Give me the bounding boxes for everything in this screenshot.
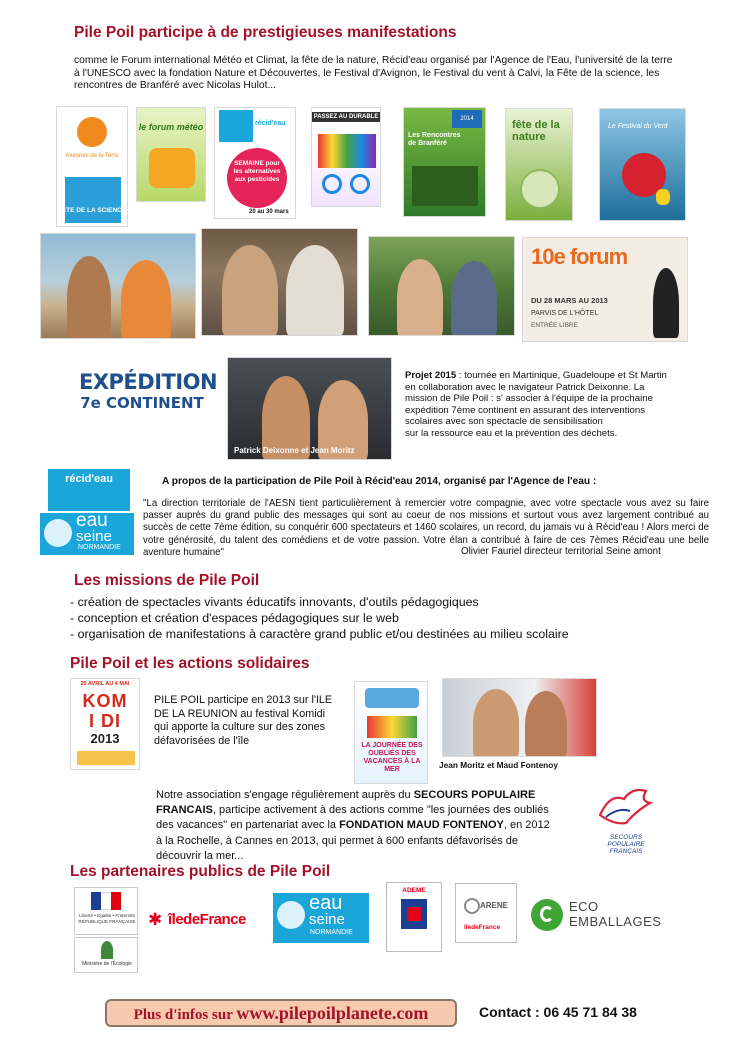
poster-text: LA JOURNÉE DES OUBLIÉS DES VACANCES À LA MER [361, 742, 423, 773]
logo-republique [74, 887, 138, 935]
poster-rencontres-branfere [403, 107, 486, 217]
poster-text: fête de la nature [512, 119, 560, 143]
poster-text: récid'eau [255, 120, 286, 127]
solidaire-paragraph [156, 788, 554, 864]
poster-image [412, 166, 478, 206]
recideau-logo-icon [219, 110, 253, 142]
logo-text: ADEME [402, 887, 426, 894]
mission-item: - conception et création d'espaces pédagogiques sur le web [70, 611, 399, 625]
poster-text: le forum météo [138, 122, 204, 132]
logo-ile-de-france [148, 910, 256, 932]
logo-text: îledeFrance [168, 911, 246, 928]
section-title-manifestations: Pile Poil participe à de prestigieuses manifestations [74, 24, 457, 41]
logo-eau-text: eau [309, 892, 343, 914]
project-line: scolaires avec son spectacle de sensibilisation [405, 416, 603, 428]
forum-banner-entry: ENTRÉE LIBRE [531, 322, 578, 329]
poster-text: PASSEZ AU DURABLE [313, 114, 379, 120]
poster-text: 25 AVRIL AU 4 MAI [80, 681, 130, 687]
logo-eau-seine-normandie [273, 893, 369, 943]
logo-text: EMBALLAGES [569, 914, 662, 929]
logo-seine-text: seine [309, 911, 345, 928]
poster-logo [365, 688, 419, 708]
logo-eco-emballages [531, 898, 671, 932]
spf-logo-text: SECOURS POPULAIRE FRANÇAIS [607, 834, 645, 855]
poster-text: Le Festival du Vent [608, 123, 668, 130]
project-line: sur la ressource eau et la prévention des déchets. [405, 427, 618, 439]
logo-normandie-text: NORMANDIE [310, 929, 353, 936]
logo-text: Liberté • Égalité • Fraternité RÉPUBLIQUE FRANÇAISE [78, 913, 136, 924]
project-line: : tournée en Martinique, Guadeloupe et St Martin [456, 370, 667, 381]
para-text: Notre association s'engage régulièrement auprès du [156, 789, 414, 801]
project-2015-text [405, 370, 705, 440]
flag-white [101, 892, 111, 910]
person-figure [67, 256, 111, 339]
komidi-word: I DI [88, 711, 121, 731]
contact-phone: Contact : 06 45 71 84 38 [479, 1004, 637, 1020]
para-bold: FONDATION MAUD FONTENOY [339, 819, 504, 832]
poster-festival-vent [599, 108, 686, 221]
poster-text: Les Rencontres de Branféré [408, 132, 461, 147]
photo-forum-meteo [522, 237, 688, 342]
forum-banner-place: PARVIS DE L'HÔTEL [531, 310, 599, 317]
logo-ademe [386, 882, 442, 952]
person-figure [286, 245, 344, 336]
expedition-logo-line1: EXPÉDITION [79, 370, 218, 394]
logo-normandie-text: NORMANDIE [78, 544, 121, 551]
recideau-logo [48, 469, 130, 511]
recideau-logo-text: récid'eau [65, 473, 113, 485]
photo-caption: Jean Moritz et Maud Fontenoy [439, 760, 558, 770]
poster-balloons [367, 716, 417, 738]
logo-text: ARENE [480, 901, 509, 910]
recideau-quote: "La direction territoriale de l'AESN tient particulièrement à remercier votre compagnie, avec votre spectacle vous avez su faire passer auprès du grand public des messages qui sont au coeur de nos missions et surtout vous avez largement contribué au succès de cette 7ème édition, su conquérir 600 spectateurs et 1460 scolaires, un record, du jamais vu à Récid'eau ! Alors merci de votre générosité, du talent des comédiens et de votre passion. Votre élan a contribué à faire de ces 7èmes Récid'eau une belle aventure humaine" [143, 498, 709, 558]
logo-seine-text: seine [76, 528, 112, 545]
section-title-solidaire: Pile Poil et les actions solidaires [70, 655, 310, 672]
eco-arrow-icon [540, 906, 554, 922]
komidi-text: PILE POIL participe en 2013 sur l'ILE DE LA REUNION au festival Komidi qui apporte la culture sur des zones défavorisées de l'île [154, 694, 333, 747]
project-line: expédition 7ème continent en assurant des interventions [405, 404, 645, 416]
logo-arene [455, 883, 517, 943]
para-text: , en 2012 à la Rochelle, à Cannes en 2013, qui permet à 600 enfants défavorisés de découvrir la mer... [156, 819, 550, 862]
photo-beach [40, 233, 196, 339]
tree-icon [101, 941, 113, 959]
forum-banner-dates: DU 28 MARS AU 2013 [531, 296, 608, 305]
para-text: , participe activement à des actions comme "les journées des oubliés des vacances" en partenariat avec la [156, 804, 549, 832]
penguin-figure [653, 268, 679, 338]
orange-figure-icon [77, 117, 107, 147]
poster-bubble [520, 169, 560, 209]
logo-text: Ministère de l'Écologie [82, 961, 132, 967]
photo-yann-arthus [201, 228, 358, 336]
poster-badge: 2014 [452, 110, 482, 128]
komidi-year: 2013 [90, 731, 120, 746]
forum-banner-number: 10e forum [531, 244, 628, 269]
poster-text: Alumnes de la Terre [65, 153, 119, 159]
photo-moritz-fontenoy [442, 678, 597, 757]
poster-blue-panel [65, 177, 121, 223]
mission-item: - création de spectacles vivants éducatifs innovants, d'outils pédagogiques [70, 595, 479, 609]
project-label: Projet 2015 [405, 370, 457, 381]
flag-blue [91, 892, 101, 910]
poster-text: FÊTE DE LA SCIENCE [57, 207, 127, 214]
mission-item: - organisation de manifestations à caractère grand public et/ou destinées au milieu scolaire [70, 627, 569, 641]
expedition-logo-line2: 7e CONTINENT [80, 394, 204, 412]
logo-ministere [74, 937, 138, 973]
photo-nicolas-hulot [368, 236, 515, 336]
manifestations-intro: comme le Forum international Météo et Climat, la fête de la nature, Récid'eau organisé par l'Agence de l'Eau, l'université de la terre à l'UNESCO avec la fondation Nature et Découvertes, le Festival d'Avignon, le Festival du vent à Calvi, la Fête de la science, les rencontres de Branféré avec Nicolas Hulot... [74, 55, 673, 92]
poster-passez-durable [311, 107, 381, 207]
person-figure [525, 691, 567, 757]
logo-text: ECO [569, 899, 599, 914]
hand-dove-icon [596, 785, 656, 829]
person-figure [397, 259, 443, 336]
recideau-heading: A propos de la participation de Pile Poil à Récid'eau 2014, organisé par l'Agence de l'eau : [162, 476, 597, 487]
person-figure [451, 261, 497, 336]
secours-populaire-logo [596, 785, 656, 855]
arene-circle-icon [464, 898, 480, 914]
project-line: mission de Pile Poil : s' associer à l'équipe de la prochaine [405, 393, 653, 405]
website-link[interactable]: www.pilepoilplanete.com [236, 1003, 429, 1023]
komidi-word: KOM [82, 691, 128, 711]
poster-semaine-pesticides [214, 107, 296, 219]
section-title-partenaires: Les partenaires publics de Pile Poil [70, 863, 331, 880]
ademe-emblem-inner [407, 907, 421, 921]
poster-fete-science [56, 106, 128, 227]
more-info-banner[interactable] [105, 999, 457, 1027]
expedition-7e-continent-logo [79, 370, 218, 428]
asterisk-icon: ✱ [148, 910, 163, 929]
person-figure [473, 689, 519, 757]
project-line: en collaboration avec le navigateur Patrick Deixonne. La [405, 381, 645, 393]
section-title-missions: Les missions de Pile Poil [74, 572, 260, 589]
more-info-label: Plus d'infos sur [133, 1007, 237, 1023]
para-bold: SECOURS POPULAIRE FRANCAIS [156, 789, 536, 817]
poster-oublies-vacances [354, 681, 428, 784]
duck-icon [656, 189, 670, 205]
poster-band [77, 751, 135, 765]
poster-text: 20 au 30 mars [249, 209, 289, 215]
flag-red [111, 892, 121, 910]
poster-fete-nature [505, 108, 573, 221]
boat-icon [44, 519, 72, 547]
missions-list [70, 594, 569, 642]
poster-shape [149, 148, 195, 188]
logo-text: îledeFrance [464, 924, 501, 931]
eau-seine-normandie-logo [40, 510, 134, 555]
photo-caption: Patrick Deixonne et Jean Moritz [234, 446, 355, 455]
bike-wheel-icon [322, 174, 342, 194]
boat-icon [277, 901, 305, 929]
bike-wheel-icon [350, 174, 370, 194]
poster-text: SEMAINE pour les alternatives aux pesticides [233, 160, 281, 183]
logo-eau-text: eau [76, 510, 108, 531]
recideau-signature: Olivier Fauriel directeur territorial Seine amont [461, 546, 661, 557]
person-figure [121, 260, 171, 339]
rainbow-letters [318, 134, 376, 168]
poster-komidi [70, 678, 140, 770]
photo-deixonne-moritz [227, 357, 392, 460]
person-figure [222, 245, 278, 336]
poster-forum-meteo [136, 107, 206, 202]
